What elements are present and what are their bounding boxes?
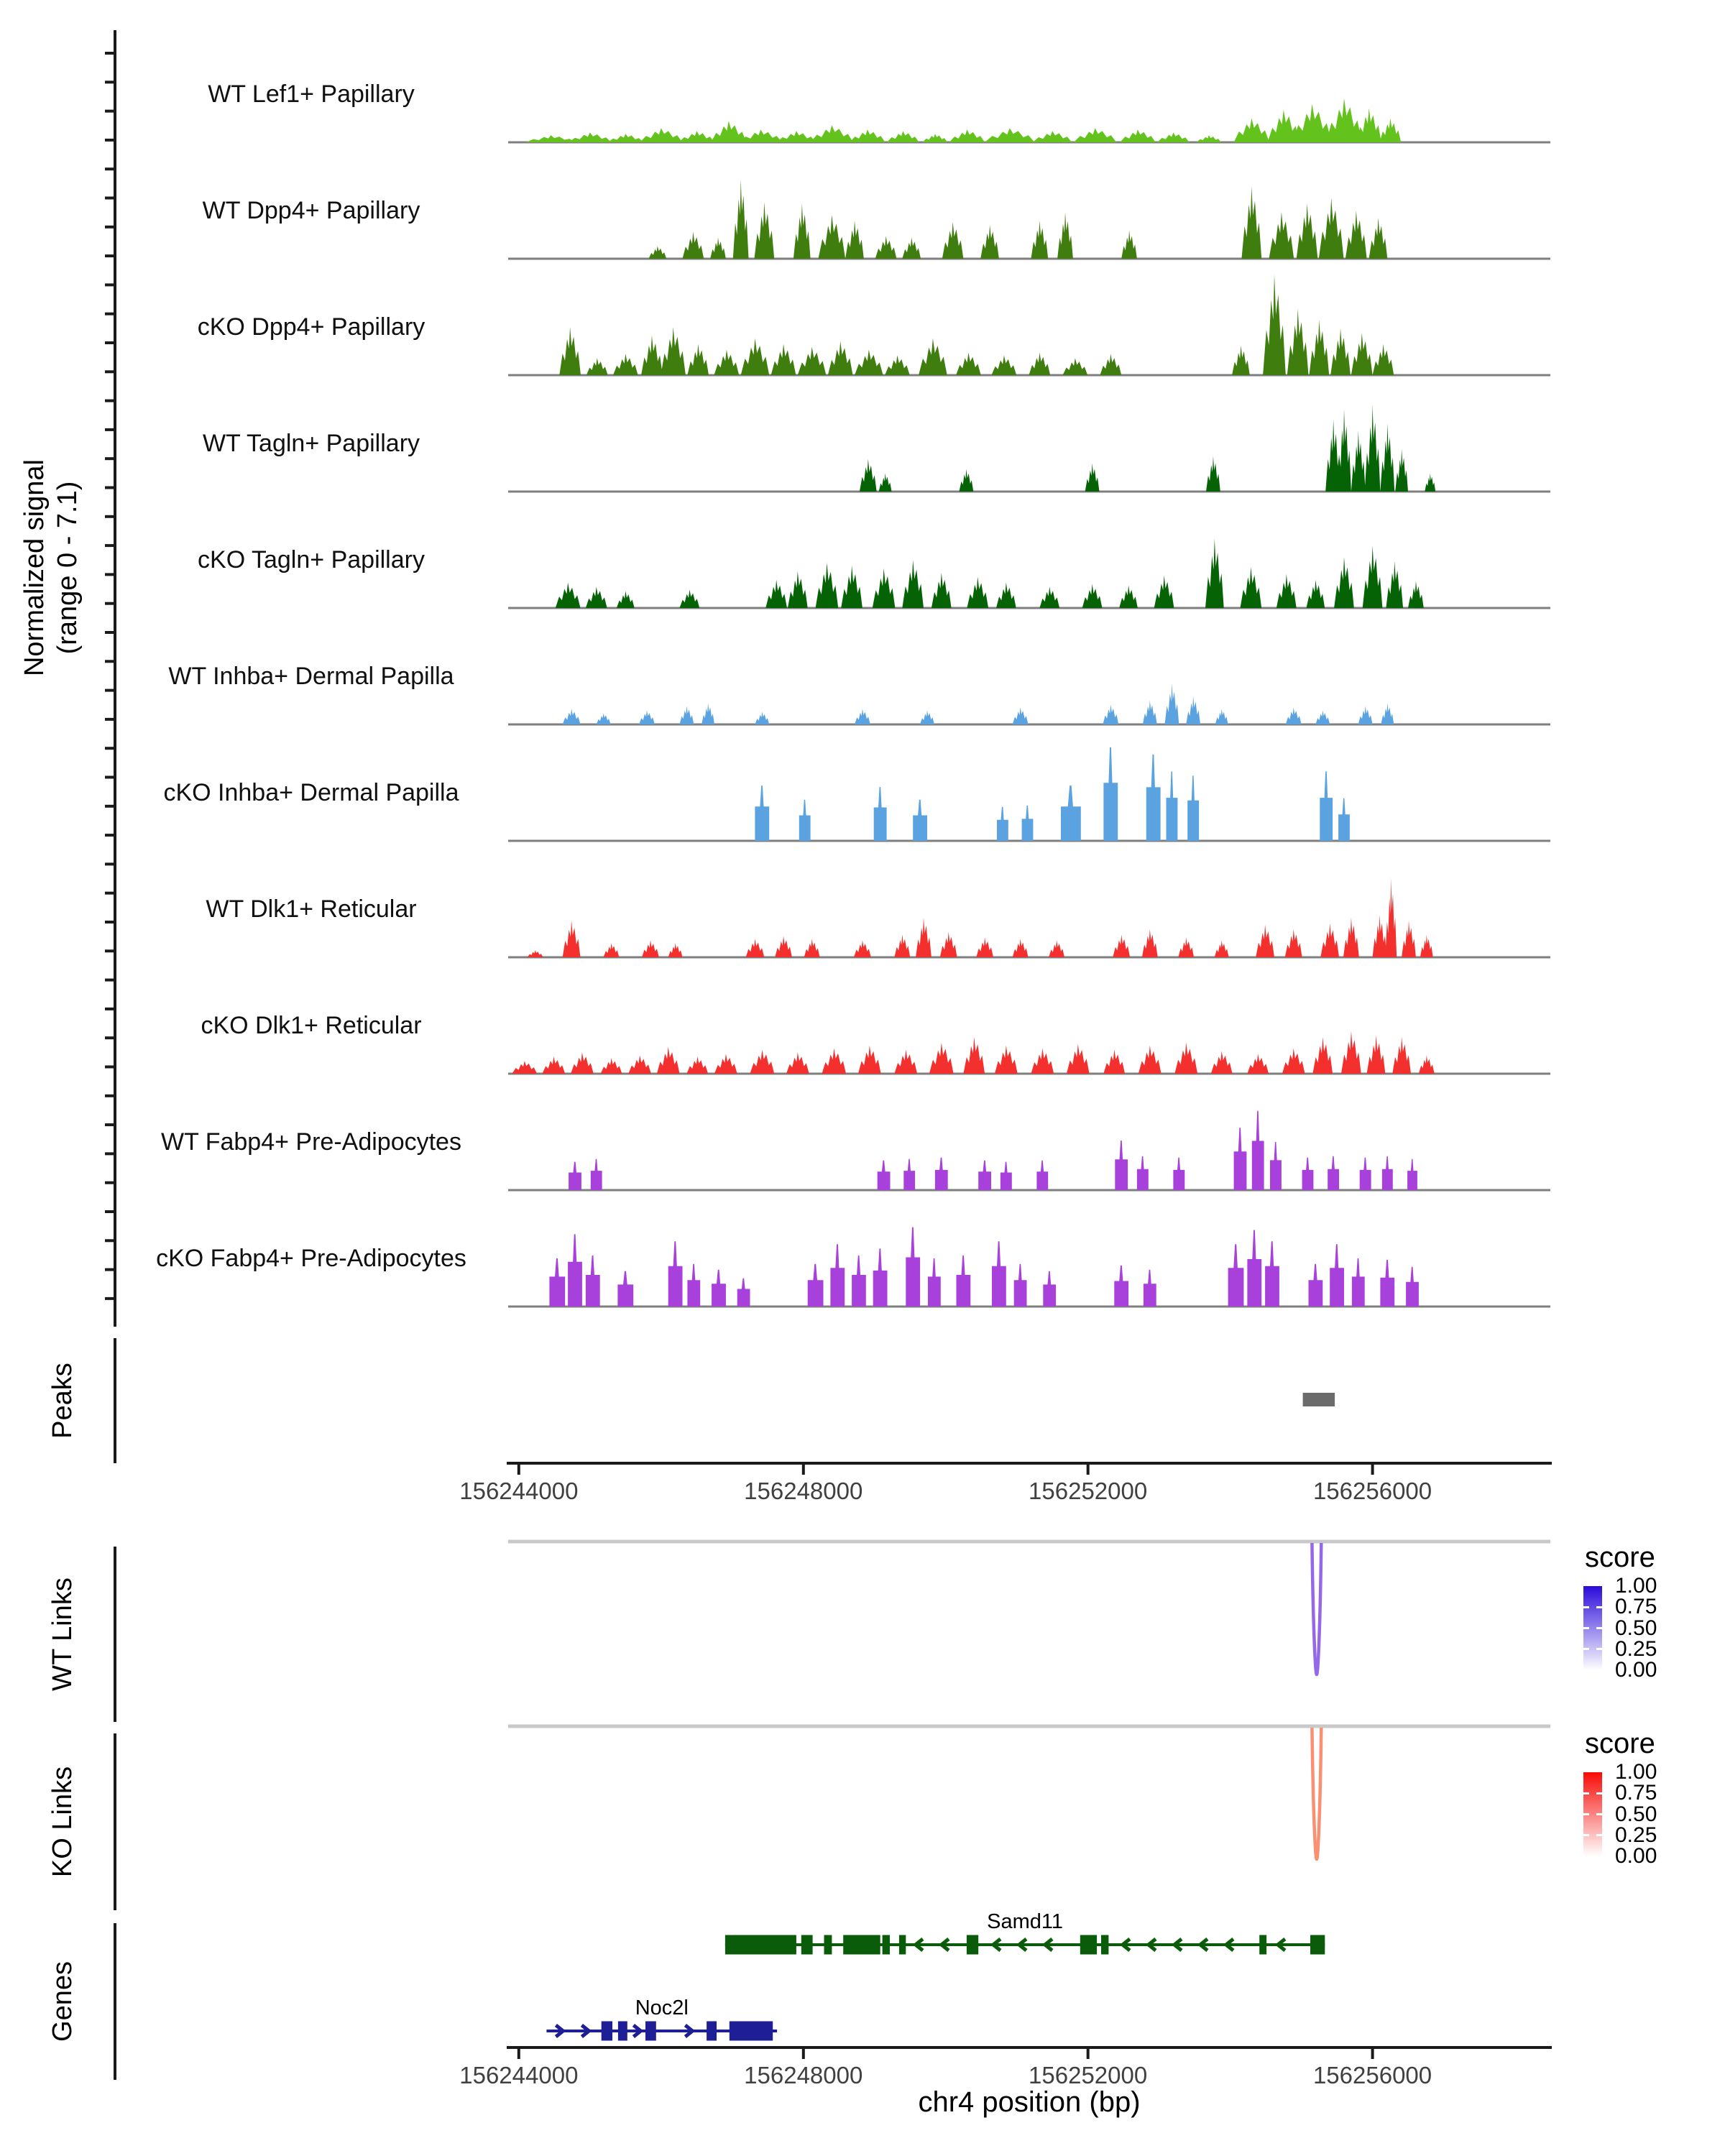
legend-bar-tick <box>1596 1606 1602 1608</box>
legend-tick-label: 0.25 <box>1615 1823 1657 1847</box>
legend-bar-tick <box>1583 1606 1589 1608</box>
track-label: WT Inhba+ Dermal Papilla <box>168 663 454 690</box>
link-arc <box>1312 1728 1321 1859</box>
legend-bar-tick <box>1596 1792 1602 1795</box>
legend-bar-tick <box>1583 1792 1589 1795</box>
signal-area-2 <box>559 275 1394 375</box>
track-label: WT Lef1+ Papillary <box>208 80 415 108</box>
exon <box>645 2022 656 2041</box>
x-axis-tick-label: 156244000 <box>459 1478 579 1504</box>
track-label: cKO Dpp4+ Papillary <box>197 313 426 341</box>
legend-tick-label: 0.00 <box>1615 1844 1657 1868</box>
signal-area-6 <box>755 747 1350 841</box>
x-axis-tick-label: 156256000 <box>1312 1478 1432 1504</box>
signal-area-3 <box>860 405 1435 492</box>
track-label: WT Tagln+ Papillary <box>202 430 420 457</box>
signal-area-8 <box>512 1031 1434 1074</box>
x-axis-tick-label: 156248000 <box>744 2062 863 2088</box>
legend-tick-label: 0.25 <box>1615 1636 1657 1661</box>
ko-score-legend <box>1578 1728 1721 1886</box>
exon <box>824 1935 832 1955</box>
signal-area-7 <box>528 878 1433 957</box>
exon <box>843 1935 880 1955</box>
signal-area-1 <box>649 180 1388 259</box>
ko-links-section-label: KO Links <box>47 1766 78 1878</box>
exon <box>1080 1935 1097 1955</box>
y-axis-label <box>18 244 97 891</box>
gene-name-label: Noc2l <box>635 1996 689 2019</box>
peak-region <box>1303 1393 1335 1406</box>
legend-bar-tick <box>1596 1834 1602 1836</box>
exon <box>967 1935 978 1955</box>
genes-section-label: Genes <box>47 1961 78 2042</box>
y-axis-label-line1: Normalized signal <box>19 459 50 677</box>
exon <box>1259 1935 1266 1955</box>
legend-tick-label: 0.75 <box>1615 1781 1657 1805</box>
x-axis-tick-label: 156252000 <box>1029 2062 1148 2088</box>
x-axis-tick-label: 156244000 <box>459 2062 579 2088</box>
track-label: WT Dlk1+ Reticular <box>206 895 417 923</box>
track-label: cKO Fabp4+ Pre-Adipocytes <box>156 1245 466 1272</box>
peaks-section-label: Peaks <box>47 1363 78 1439</box>
signal-area-10 <box>549 1227 1419 1307</box>
ko-score-legend-title: score <box>1585 1728 1655 1759</box>
wt-score-legend <box>1578 1542 1721 1700</box>
y-axis-label-line2: (range 0 - 7.1) <box>52 481 83 655</box>
exon <box>618 2022 627 2041</box>
legend-bar-tick <box>1583 1813 1589 1815</box>
exon <box>883 1935 890 1955</box>
track-label: cKO Tagln+ Papillary <box>198 546 425 573</box>
legend-tick-label: 0.50 <box>1615 1616 1657 1640</box>
exon <box>725 1935 796 1955</box>
x-axis-tick-label: 156252000 <box>1029 1478 1148 1504</box>
exon <box>801 1935 813 1955</box>
exon <box>1310 1935 1325 1955</box>
signal-area-0 <box>526 98 1402 142</box>
track-label: cKO Dlk1+ Reticular <box>201 1012 422 1039</box>
exon <box>602 2022 612 2041</box>
legend-bar-tick <box>1596 1813 1602 1815</box>
legend-bar-tick <box>1583 1834 1589 1836</box>
track-label: cKO Inhba+ Dermal Papilla <box>163 779 459 806</box>
signal-area-5 <box>563 683 1394 724</box>
exon <box>1101 1935 1108 1955</box>
legend-tick-label: 1.00 <box>1615 1574 1657 1598</box>
exon <box>730 2022 773 2041</box>
track-label: WT Fabp4+ Pre-Adipocytes <box>161 1128 461 1156</box>
legend-bar-tick <box>1583 1648 1589 1650</box>
wt-links-section-label: WT Links <box>47 1577 78 1691</box>
legend-tick-label: 1.00 <box>1615 1760 1657 1784</box>
link-arc <box>1312 1543 1321 1674</box>
legend-bar-tick <box>1596 1627 1602 1629</box>
legend-tick-label: 0.50 <box>1615 1802 1657 1826</box>
x-axis-tick-label: 156248000 <box>744 1478 863 1504</box>
legend-tick-label: 0.00 <box>1615 1658 1657 1682</box>
gene-name-label: Samd11 <box>987 1910 1063 1933</box>
track-label: WT Dpp4+ Papillary <box>202 197 420 224</box>
x-axis-tick-label: 156256000 <box>1312 2062 1432 2088</box>
legend-tick-label: 0.75 <box>1615 1595 1657 1619</box>
signal-area-9 <box>569 1111 1417 1190</box>
exon <box>899 1935 906 1955</box>
ko-score-gradient-bar <box>1583 1772 1602 1856</box>
legend-bar-tick <box>1596 1648 1602 1650</box>
legend-bar-tick <box>1583 1627 1589 1629</box>
wt-score-legend-title: score <box>1585 1542 1655 1573</box>
wt-score-gradient-bar <box>1583 1586 1602 1670</box>
exon <box>707 2022 717 2041</box>
signal-area-4 <box>556 538 1424 608</box>
x-axis-title: chr4 position (bp) <box>918 2086 1141 2118</box>
